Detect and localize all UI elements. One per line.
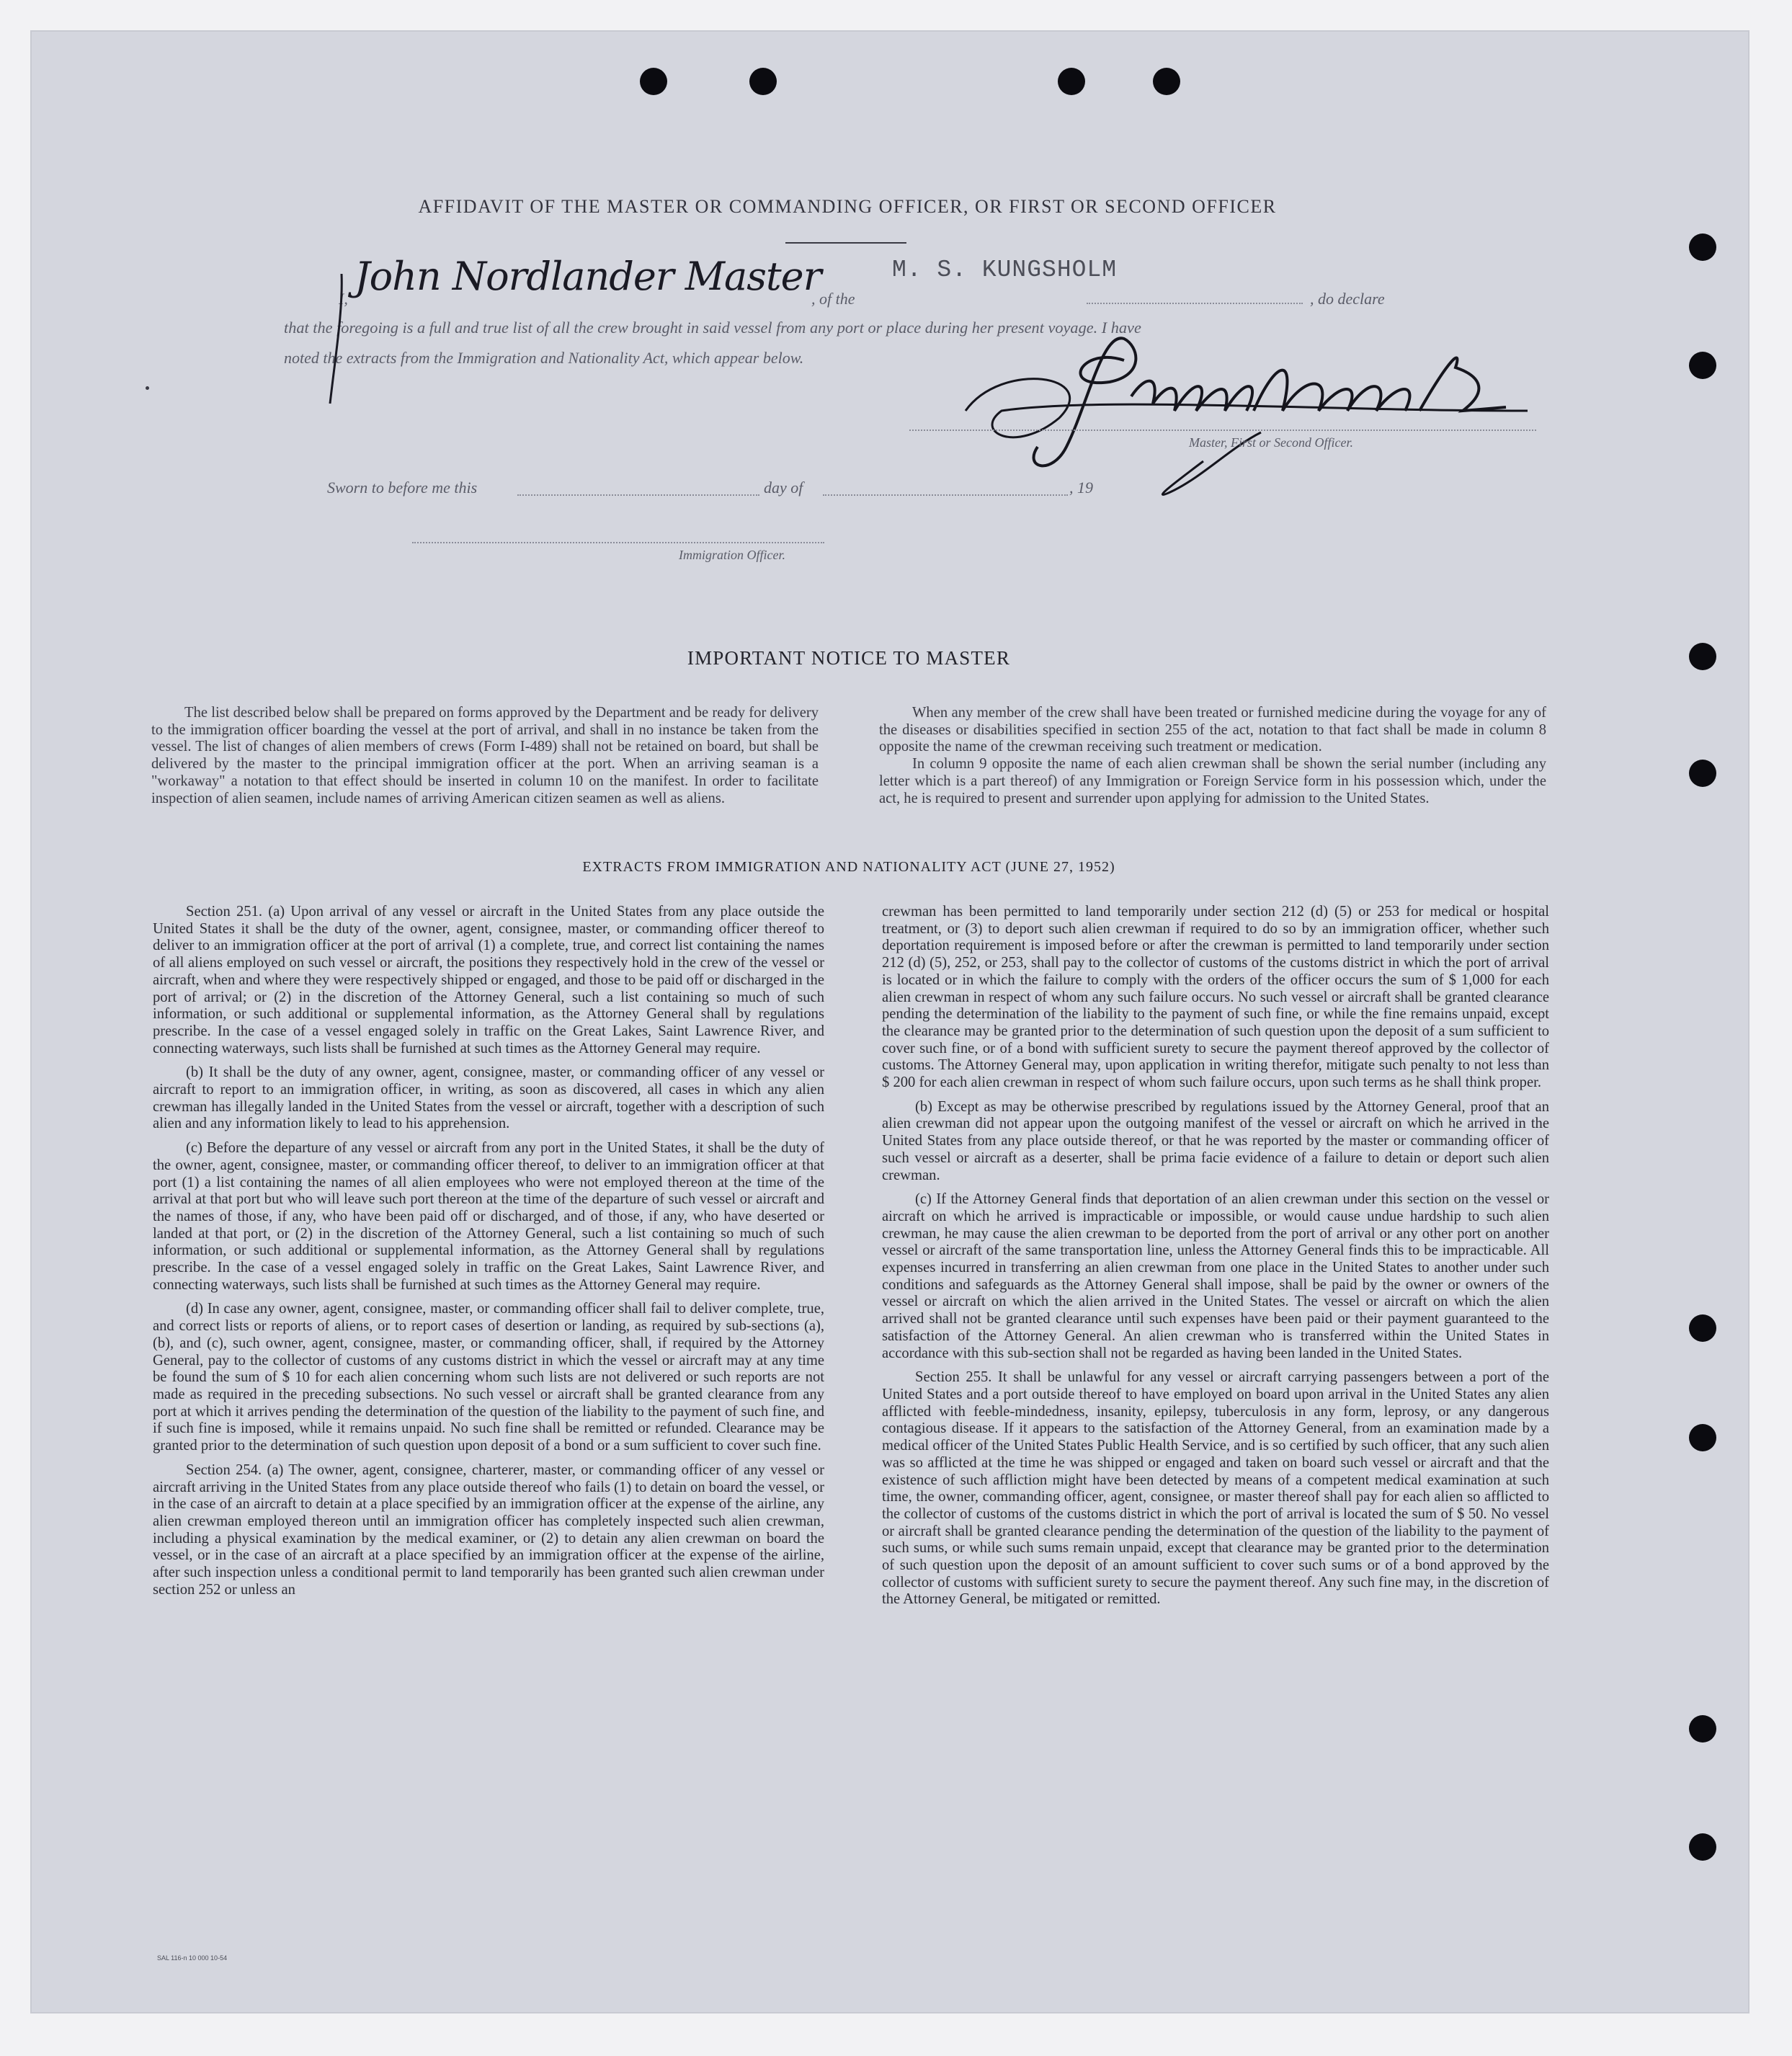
section-254-a: Section 254. (a) The owner, agent, consignee, charterer, master, or commanding officer of any vessel or aircraft arriving in the United States from any place outside thereof who fails (1) to detain on board the vessel, or in the case of an aircraft to detain at a place specified by an immigration officer at the expense of the airline, any alien crewman employed thereon until an immigration officer has completely inspected such alien crewman, including a physical examination by the medical examiner, or (2) to detain any alien crewman on board the vessel, or in the case of an aircraft at a place specified by an immigration officer at the expense of the airline, after such inspection unless a conditional permit to land temporarily has been granted such alien crewman under section 252 or unless an: [153, 1461, 824, 1598]
notice-left-column: [151, 705, 819, 807]
declare-label: , do declare: [1310, 290, 1385, 308]
vessel-field-line: [1087, 303, 1303, 304]
speck: [146, 386, 149, 390]
sworn-day-line: [517, 494, 759, 496]
section-251-c: (c) Before the departure of any vessel or aircraft from any port in the United States, it shall be the duty of the owner, agent, consignee, master, or commanding officer thereof, to deliver to an immigration officer at that port (1) a list containing the names of all alien employees who were not employed thereon at the time of the arrival at that port but who will leave such port thereon at the time of the departure of such vessel or aircraft and the names of those, if any, who have been paid off or discharged, and of those, if any, who have deserted or landed at that port, or (2) in the discretion of the Attorney General, such a list containing so much of such information, or such additional or supplemental information, as the Attorney General shall by regulations prescribe. In the case of a vessel engaged solely in traffic on the Great Lakes, Saint Lawrence River, and connecting waterways, such lists shall be furnished at such times as the Attorney General may require.: [153, 1140, 824, 1293]
section-254-a-continued: crewman has been permitted to land temporarily under section 212 (d) (5) or 253 for medical or hospital treatment, or (3) to deport such alien crewman if required to do so by an immigration officer, whether such deportation requirement is imposed before or after the crewman is permitted to land temporarily under section 212 (d) (5), 252, or 253, shall pay to the collector of customs of the customs district in which the port of arrival is located or in which the failure to comply with the orders of the officer occurs the sum of $ 1,000 for each alien crewman in respect of whom any such failure occurs. No such vessel or aircraft shall be granted clearance pending the determination of the liability to the payment of such fine, or while the fine remains unpaid, except the clearance may be granted prior to the determination of such question upon the deposit of a sum sufficient to cover such fine, or of a bond with sufficient surety to secure the payment thereof approved by the collector of customs. The Attorney General may, upon application in writing therefor, mitigate such penalty to not less than $ 200 for each alien crewman in respect of whom such failure occurs, upon such terms as he shall think proper.: [882, 904, 1549, 1091]
punch-hole: [749, 68, 777, 95]
handwritten-margin-stroke: [321, 267, 365, 411]
punch-hole: [1689, 352, 1716, 379]
punch-hole: [1689, 233, 1716, 261]
punch-hole: [1689, 643, 1716, 670]
statement-line-2: that the foregoing is a full and true list of all the crew brought in said vessel from any port or place during her present voyage. I have: [284, 319, 1141, 337]
sworn-month-line: [823, 494, 1068, 496]
of-the-label: , of the: [811, 290, 855, 308]
notice-right-text-1: When any member of the crew shall have been treated or furnished medicine during the voyage for any of the diseases or disabilities specified in section 255 of the act, notation to that fact shall be made in column 8 opposite the name of the crewman receiving such treatment or medication.: [879, 705, 1546, 755]
signature-caption: Master, First or Second Officer.: [1189, 435, 1353, 450]
extracts-right-column: [882, 904, 1549, 1608]
extracts-left-column: [153, 904, 824, 1598]
punch-hole: [1689, 760, 1716, 787]
notice-right-column: [879, 705, 1546, 807]
statement-line-3: noted the extracts from the Immigration and Nationality Act, which appear below.: [284, 349, 804, 367]
section-251-d: (d) In case any owner, agent, consignee, master, or commanding officer shall fail to deliver complete, true, and correct lists or reports of aliens, or to report cases of desertion or landing, as required by sub-sections (a), (b), and (c), such owner, agent, consignee, master, or commanding officer, shall, if required by the Attorney General, pay to the collector of customs of any customs district in which the vessel or aircraft may at any time be found the sum of $ 10 for each alien concerning whom such lists are not delivered or such reports are not made as required in the preceding subsections. No such vessel or aircraft shall be granted clearance from any port at which it arrives pending the determination of the question of the liability to the payment of such fine, and if such fine is imposed, while it remains unpaid. No such fine shall be remitted or refunded. Clearance may be granted prior to the determination of such question upon deposit of a bond or a sum sufficient to cover such fine.: [153, 1301, 824, 1454]
master-signature: [958, 331, 1549, 504]
year-label: , 19: [1069, 479, 1093, 497]
punch-hole: [1689, 1715, 1716, 1743]
notice-right-text-2: In column 9 opposite the name of each alien crewman shall be shown the serial number (including any letter which is a part thereof) of any Immigration or Foreign Service form in his possession which, under the act, he is required to present and surrender upon applying for admission to the United States.: [879, 756, 1546, 806]
punch-hole: [1689, 1314, 1716, 1342]
punch-hole: [1689, 1424, 1716, 1451]
punch-hole: [640, 68, 667, 95]
punch-hole: [1058, 68, 1085, 95]
affidavit-title: AFFIDAVIT OF THE MASTER OR COMMANDING OFFICER, OR FIRST OR SECOND OFFICER: [418, 196, 1277, 217]
section-254-b: (b) Except as may be otherwise prescribed by regulations issued by the Attorney General, proof that an alien crewman did not appear upon the outgoing manifest of the vessel or aircraft on which he arrived in the United States from any place outside thereof, or that he was reported by the master or commanding officer of such vessel or aircraft as a deserter, shall be prima facie evidence of a failure to detain or deport such alien crewman.: [882, 1098, 1549, 1183]
notice-left-text: The list described below shall be prepared on forms approved by the Department and be ready for delivery to the immigration officer boarding the vessel at the port of arrival, and shall in no instance be taken from the vessel. The list of changes of alien members of crews (Form I-489) shall not be retained on board, but shall be delivered by the master to the principal immigration officer at the port. When an arriving seaman is a "workaway" a notation to that effect should be inserted in column 10 on the manifest. In order to facilitate inspection of alien seamen, include names of arriving American citizen seamen as well as aliens.: [151, 705, 819, 806]
section-251-b: (b) It shall be the duty of any owner, agent, consignee, master, or commanding officer of any vessel or aircraft to report to an immigration officer, in writing, as soon as discovered, all cases in which any alien crewman has illegally landed in the United States from the vessel or aircraft, together with a description of such alien and any information likely to lead to his apprehension.: [153, 1064, 824, 1132]
extracts-heading: EXTRACTS FROM IMMIGRATION AND NATIONALITY ACT (JUNE 27, 1952): [582, 859, 1115, 875]
form-number: SAL 116-n 10 000 10-54: [157, 1954, 228, 1962]
signature-line: [909, 430, 1536, 431]
punch-hole: [1689, 1833, 1716, 1861]
section-251-a: Section 251. (a) Upon arrival of any vessel or aircraft in the United States from any place outside the United States it shall be the duty of the owner, agent, consignee, master, or commanding officer thereof to deliver to an immigration officer at the port of arrival (1) a complete, true, and correct list containing the names of all aliens employed on such vessel or aircraft, the positions they respectively hold in the crew of the vessel or aircraft, when and where they were respectively shipped or engaged, and those to be paid off or discharged in the port of arrival; or (2) in the discretion of the Attorney General, such a list containing so much of such information, or such additional or supplemental information, as the Attorney General shall by regulations prescribe. In the case of a vessel engaged solely in traffic on the Great Lakes, Saint Lawrence River, and connecting waterways, such lists shall be furnished at such times as the Attorney General may require.: [153, 904, 824, 1056]
sworn-label: Sworn to before me this: [327, 479, 478, 497]
day-of-label: day of: [764, 479, 803, 497]
title-underline: [785, 242, 906, 244]
notice-heading: IMPORTANT NOTICE TO MASTER: [687, 647, 1011, 669]
officer-signature-line: [412, 542, 824, 543]
i-label: I,: [339, 290, 348, 308]
section-254-c: (c) If the Attorney General finds that deportation of an alien crewman under this section on the vessel or aircraft on which he arrived is impracticable or impossible, or would cause undue hardship to such alien crewman, he may cause the alien crewman to be deported from the port of arrival or any other port on another vessel or aircraft of the same transportation line, unless the Attorney General finds this to be impracticable. All expenses incurred in transferring an alien crewman from one place in the United States to another under such conditions and safeguards as the Attorney General shall impose, shall be paid by the owner or owners of the vessel or aircraft on which the alien arrived in the United States. The vessel or aircraft on which the alien arrived shall not be granted clearance until such expenses have been paid or their payment guaranteed to the satisfaction of the Attorney General. An alien crewman who is transferred within the United States in accordance with this sub-section shall not be regarded as having been landed in the United States.: [882, 1191, 1549, 1361]
punch-hole: [1153, 68, 1180, 95]
master-name-handwritten: John Nordlander Master: [355, 254, 821, 299]
officer-caption: Immigration Officer.: [679, 548, 785, 562]
section-255: Section 255. It shall be unlawful for any vessel or aircraft carrying passengers between a port of the United States and a port outside thereof to have employed on board upon arrival in the United States any alien afflicted with feeble-mindedness, insanity, epilepsy, tuberculosis in any form, leprosy, or any dangerous contagious disease. If it appears to the satisfaction of the Attorney General, from an examination made by a medical officer of the United States Public Health Service, and is so certified by such officer, that any such alien was so afflicted at the time he was shipped or engaged and taken on board such vessel or aircraft and that the existence of such affliction might have been detected by means of a competent medical examination at such time, the owner, commanding officer, agent, consignee, or master thereof shall pay for each alien so afflicted to the collector of customs of the customs district in which the port of arrival is located the sum of $ 50. No vessel or aircraft shall be granted clearance pending the determination of the question of the liability to the payment of such sums, or while such sums remain unpaid, except that clearance may be granted prior to the determination of such question upon the deposit of an amount sufficient to cover such sums or of a bond approved by the collector of customs with sufficient surety to secure the payment thereof. Any such fine may, in the discretion of the Attorney General, be mitigated or remitted.: [882, 1369, 1549, 1608]
vessel-name-stamp: M. S. KUNGSHOLM: [892, 257, 1118, 283]
